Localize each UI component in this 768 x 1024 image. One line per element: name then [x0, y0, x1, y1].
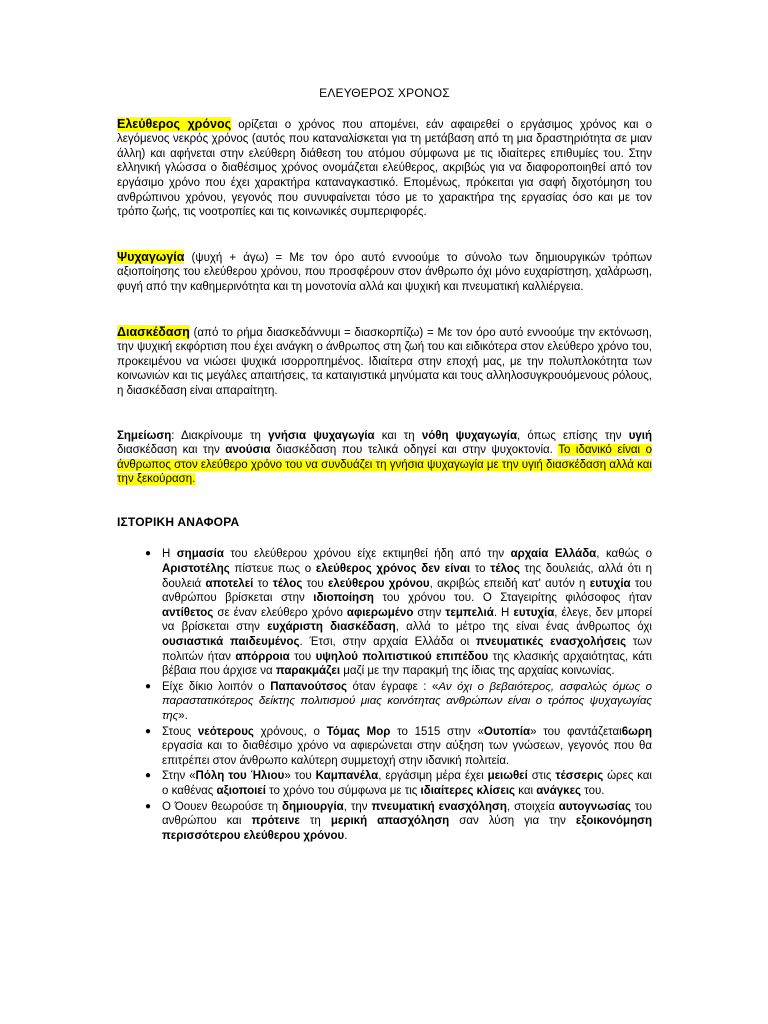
item-bold: 6ωρη: [621, 725, 652, 738]
item-bold: ανάγκες: [536, 784, 582, 797]
term-entertainment: Διασκέδαση: [117, 324, 190, 339]
item-text: σαν λύση για την: [449, 815, 576, 828]
item-text: μαζί με την παρακμή της ίδιας της αρχαίας κοινωνίας.: [340, 665, 615, 678]
paragraph-text: (ψυχή + άγω) = Με τον όρο αυτό εννοούμε το σύνολο των δημιουργικών τρόπων αξιοποίησης του ελεύθερου χρόνου, που προσφέρουν στον άνθρωπο όχι μόνο ευχαρίστηση, χαλάρωση, φυγή από την καθημερινότητα και τη μονοτονία αλλά και ψυχική και πνευματική καλλιέργεια.: [117, 251, 652, 293]
item-bold: Καμπανέλα: [315, 770, 379, 783]
item-bold: αρχαία Ελλάδα: [510, 548, 597, 561]
document-title: ΕΛΕΥΘΕΡΟΣ ΧΡΟΝΟΣ: [319, 86, 450, 100]
item-bold: Παπανούτσος: [270, 680, 347, 693]
list-item: [117, 800, 652, 844]
list-item: [117, 769, 652, 798]
list-item: [117, 547, 652, 678]
term-recreation: Ψυχαγωγία: [117, 249, 185, 264]
paragraph-definition-recreation: [117, 250, 652, 295]
item-text: , αλλά το μέτρο της είναι ένας άνθρωπος όχι: [395, 621, 652, 634]
note-label: Σημείωση: [117, 429, 172, 442]
item-text: Ο Όουεν θεωρούσε τη: [162, 800, 282, 813]
item-text: των πολιτών ήταν: [162, 636, 652, 663]
item-text: όταν έγραφε : «: [346, 680, 439, 693]
item-bold: τέλος: [272, 577, 303, 590]
bullet-icon: ●: [145, 725, 152, 737]
item-text: το: [253, 577, 273, 590]
item-text: στις: [527, 770, 556, 783]
item-text: χρόνους, ο: [253, 725, 327, 738]
note-bold: νόθη ψυχαγωγία: [421, 429, 518, 442]
item-text: Είχε δίκιο λοιπόν ο: [162, 680, 271, 693]
bullet-icon: ●: [145, 770, 152, 782]
item-bold: ευτυχία: [589, 577, 631, 590]
item-text: , εργάσιμη μέρα έχει: [378, 770, 488, 783]
paragraph-definition-free-time: [117, 117, 652, 220]
item-text: . Η: [493, 606, 514, 619]
item-text: το 1515 στην «: [390, 725, 484, 738]
item-bold: ιδιοποίηση: [313, 592, 374, 605]
item-bold: παρακμάζει: [275, 665, 341, 678]
paragraph-text: ορίζεται ο χρόνος που απομένει, εάν αφαιρεθεί ο εργάσιμος χρόνος και ο λεγόμενος νεκρός χρόνος (αυτός που καταναλίσκεται για τη μετάβαση από τη μια δραστηριότητα σε μιαν άλλη) και αφήνεται στην ελεύθερη διάθεση του ατόμου σύμφωνα με τις ιδιαίτερες επιθυμίες του. Στην ελληνική γλώσσα ο διαθέσιμος χρόνος ονομάζεται ελεύθερος, ακριβώς για να διαφοροποιηθεί από τον εργάσιμο χρόνο που έχει χαρακτήρα καταναγκαστικό. Επομένως, πρόκειται για σαφή διχοτόμηση του ανθρώπινου χρόνου, γεγονός που συνυφαίνεται τόσο με το χαρακτήρα της εργασίας όσο και με τον τρόπο ζωής, τις νοοτροπίες και τις κοινωνικές συμπεριφορές.: [117, 118, 653, 219]
item-bold: πνευματικές ενασχολήσεις: [475, 636, 627, 649]
item-bold: τέσσερις: [555, 770, 604, 783]
note-bold: υγιή: [628, 429, 652, 442]
item-text: του ανθρώπου και: [162, 800, 653, 828]
item-text: , την: [343, 800, 372, 813]
item-bold: Αριστοτέλης: [162, 563, 230, 576]
item-bold: πρότεινε: [251, 815, 300, 828]
item-text: , καθώς ο: [596, 548, 653, 561]
paragraph-definition-entertainment: [117, 325, 652, 399]
item-text: ».: [178, 710, 188, 722]
note-bold: ανούσια: [225, 444, 271, 457]
item-bold: ελεύθερος χρόνος δεν είναι: [315, 563, 471, 576]
item-text: , στοιχεία: [506, 800, 559, 813]
history-bullet-list: [117, 547, 652, 843]
item-bold: απόρροια: [235, 650, 290, 663]
item-bold: υψηλού πολιτιστικού επιπέδου: [315, 650, 489, 663]
item-text: του: [289, 650, 316, 663]
note-bold: γνήσια ψυχαγωγία: [268, 429, 375, 442]
item-text: τη: [299, 815, 331, 828]
item-text: Στους: [162, 725, 198, 738]
item-text: και: [515, 784, 537, 797]
item-bold: αυτογνωσίας: [558, 800, 632, 813]
item-bold: ιδιαίτερες κλίσεις: [420, 784, 516, 797]
item-text: Στην «: [162, 770, 196, 783]
item-text: της δουλειάς, αλλά ότι η δουλειά: [162, 563, 653, 590]
note-text: και τη: [374, 429, 422, 442]
item-bold: αποτελεί: [205, 577, 254, 590]
item-text: στην: [413, 606, 446, 619]
item-text: πίστευε πως ο: [229, 563, 316, 576]
item-text: του: [302, 577, 328, 590]
document-body: [117, 86, 652, 844]
item-text: . Έτσι, στην αρχαία Ελλάδα οι: [299, 636, 476, 649]
item-bold: Τόμας Μορ: [326, 725, 391, 738]
item-bold: δημιουργία: [282, 800, 344, 813]
note-text: : Διακρίνουμε τη: [171, 429, 269, 442]
item-text: του.: [581, 784, 605, 797]
note-text: διασκέδαση που τελικά οδηγεί και στην ψυχοκτονία.: [270, 444, 559, 457]
item-text: , ακριβώς επειδή κατ' αυτόν η: [429, 577, 590, 590]
item-bold: σημασία: [176, 548, 224, 561]
item-text: του ανθρώπου βρίσκεται στην: [162, 577, 652, 605]
item-bold: αντίθετος: [162, 606, 214, 619]
item-bold: αξιοποιεί: [216, 784, 266, 797]
item-bold: τεμπελιά: [445, 606, 494, 619]
item-bold: Ουτοπία: [483, 725, 531, 738]
item-bold: νεότερους: [197, 725, 254, 738]
item-text: εργασία και το διαθέσιμο χρόνο να αφιερώνεται στην αύξηση των γνώσεων, γεγονός που θα επιτρέπει στον άνθρωπο καλύτερη συμμετοχή στην ιδανική πολιτεία.: [162, 740, 652, 767]
item-bold: ουσιαστικά παιδευμένος: [162, 636, 300, 649]
list-item: [117, 725, 652, 769]
note-highlight: Το ιδανικό είναι ο άνθρωπος στον ελεύθερο χρόνο του να συνδυάζει τη γνήσια ψυχαγωγία με την υγιή διασκέδαση αλλά και την ξεκούραση.: [117, 444, 652, 486]
item-text: , έλεγε, δεν μπορεί να βρίσκεται στην: [162, 606, 653, 634]
list-item: [117, 680, 652, 724]
note-text: διασκέδαση και την: [117, 444, 226, 457]
item-text: του ελεύθερου χρόνου είχε εκτιμηθεί ήδη από την: [223, 548, 511, 561]
item-text: του χρόνου του. Ο Σταγειρίτης φιλόσοφος ήταν: [373, 592, 653, 605]
item-text: σε έναν ελεύθερο χρόνο: [213, 606, 347, 619]
note-text: , όπως επίσης την: [517, 429, 629, 442]
item-text: το χρόνο του σύμφωνα με τις: [265, 784, 421, 797]
item-text: ώρες και ο καθένας: [162, 770, 652, 797]
item-bold: ευχάριστη διασκέδαση: [267, 621, 396, 634]
item-quote: Αν όχι ο βεβαιότερος, ασφαλώς όμως ο παραστατικότερος δείκτης πολιτισμού μιας κοινότητας ανθρώπων είναι ο τρόπος ψυχαγωγίας της: [162, 680, 652, 722]
item-bold: τέλος: [490, 563, 520, 576]
paragraph-note: [117, 429, 652, 487]
item-bold: αφιερωμένο: [346, 606, 414, 619]
item-bold: ευτυχία: [513, 606, 555, 619]
bullet-icon: ●: [145, 680, 152, 692]
item-text: » του φαντάζεται: [530, 725, 622, 738]
term-free-time: Ελεύθερος χρόνος: [117, 116, 232, 131]
item-bold: Πόλη του Ήλιου: [195, 770, 285, 783]
item-bold: εξοικονόμηση περισσότερου ελεύθερου χρόνου: [162, 815, 653, 842]
item-text: .: [344, 829, 348, 842]
bullet-icon: ●: [145, 548, 152, 560]
item-bold: ελεύθερου χρόνου: [327, 577, 430, 590]
item-bold: μειωθεί: [487, 770, 528, 783]
item-text: » του: [284, 770, 316, 783]
section-heading-history: ΙΣΤΟΡΙΚΗ ΑΝΑΦΟΡΑ: [117, 514, 240, 529]
item-text: της κλασικής αρχαιότητας, κάτι βέβαια που άρχισε να: [162, 650, 652, 678]
item-text: Η: [162, 548, 177, 561]
paragraph-text: (από το ρήμα διασκεδάννυμι = διασκορπίζω) = Με τον όρο αυτό εννοούμε την εκτόνωση, την ψυχική εκφόρτιση που έχει ανάγκη ο άνθρωπος στη ζωή του και ειδικότερα στον ελεύθερο χρόνο του, προκειμένου να νιώσει ψυχικά ισορροπημένος. Ιδιαίτερα στην εποχή μας, με την πολυπλοκότητα των κοινωνιών και τις μεγάλες απαιτήσεις, τα καταιγιστικά μηνύματα και τους αλληλοσυγκρουόμενους ρόλους, η διασκέδαση είναι απαραίτητη.: [117, 326, 652, 397]
item-bold: πνευματική ενασχόληση: [371, 800, 507, 813]
item-text: το: [470, 563, 491, 576]
bullet-icon: ●: [145, 800, 152, 812]
item-bold: μερική απασχόληση: [330, 815, 450, 828]
